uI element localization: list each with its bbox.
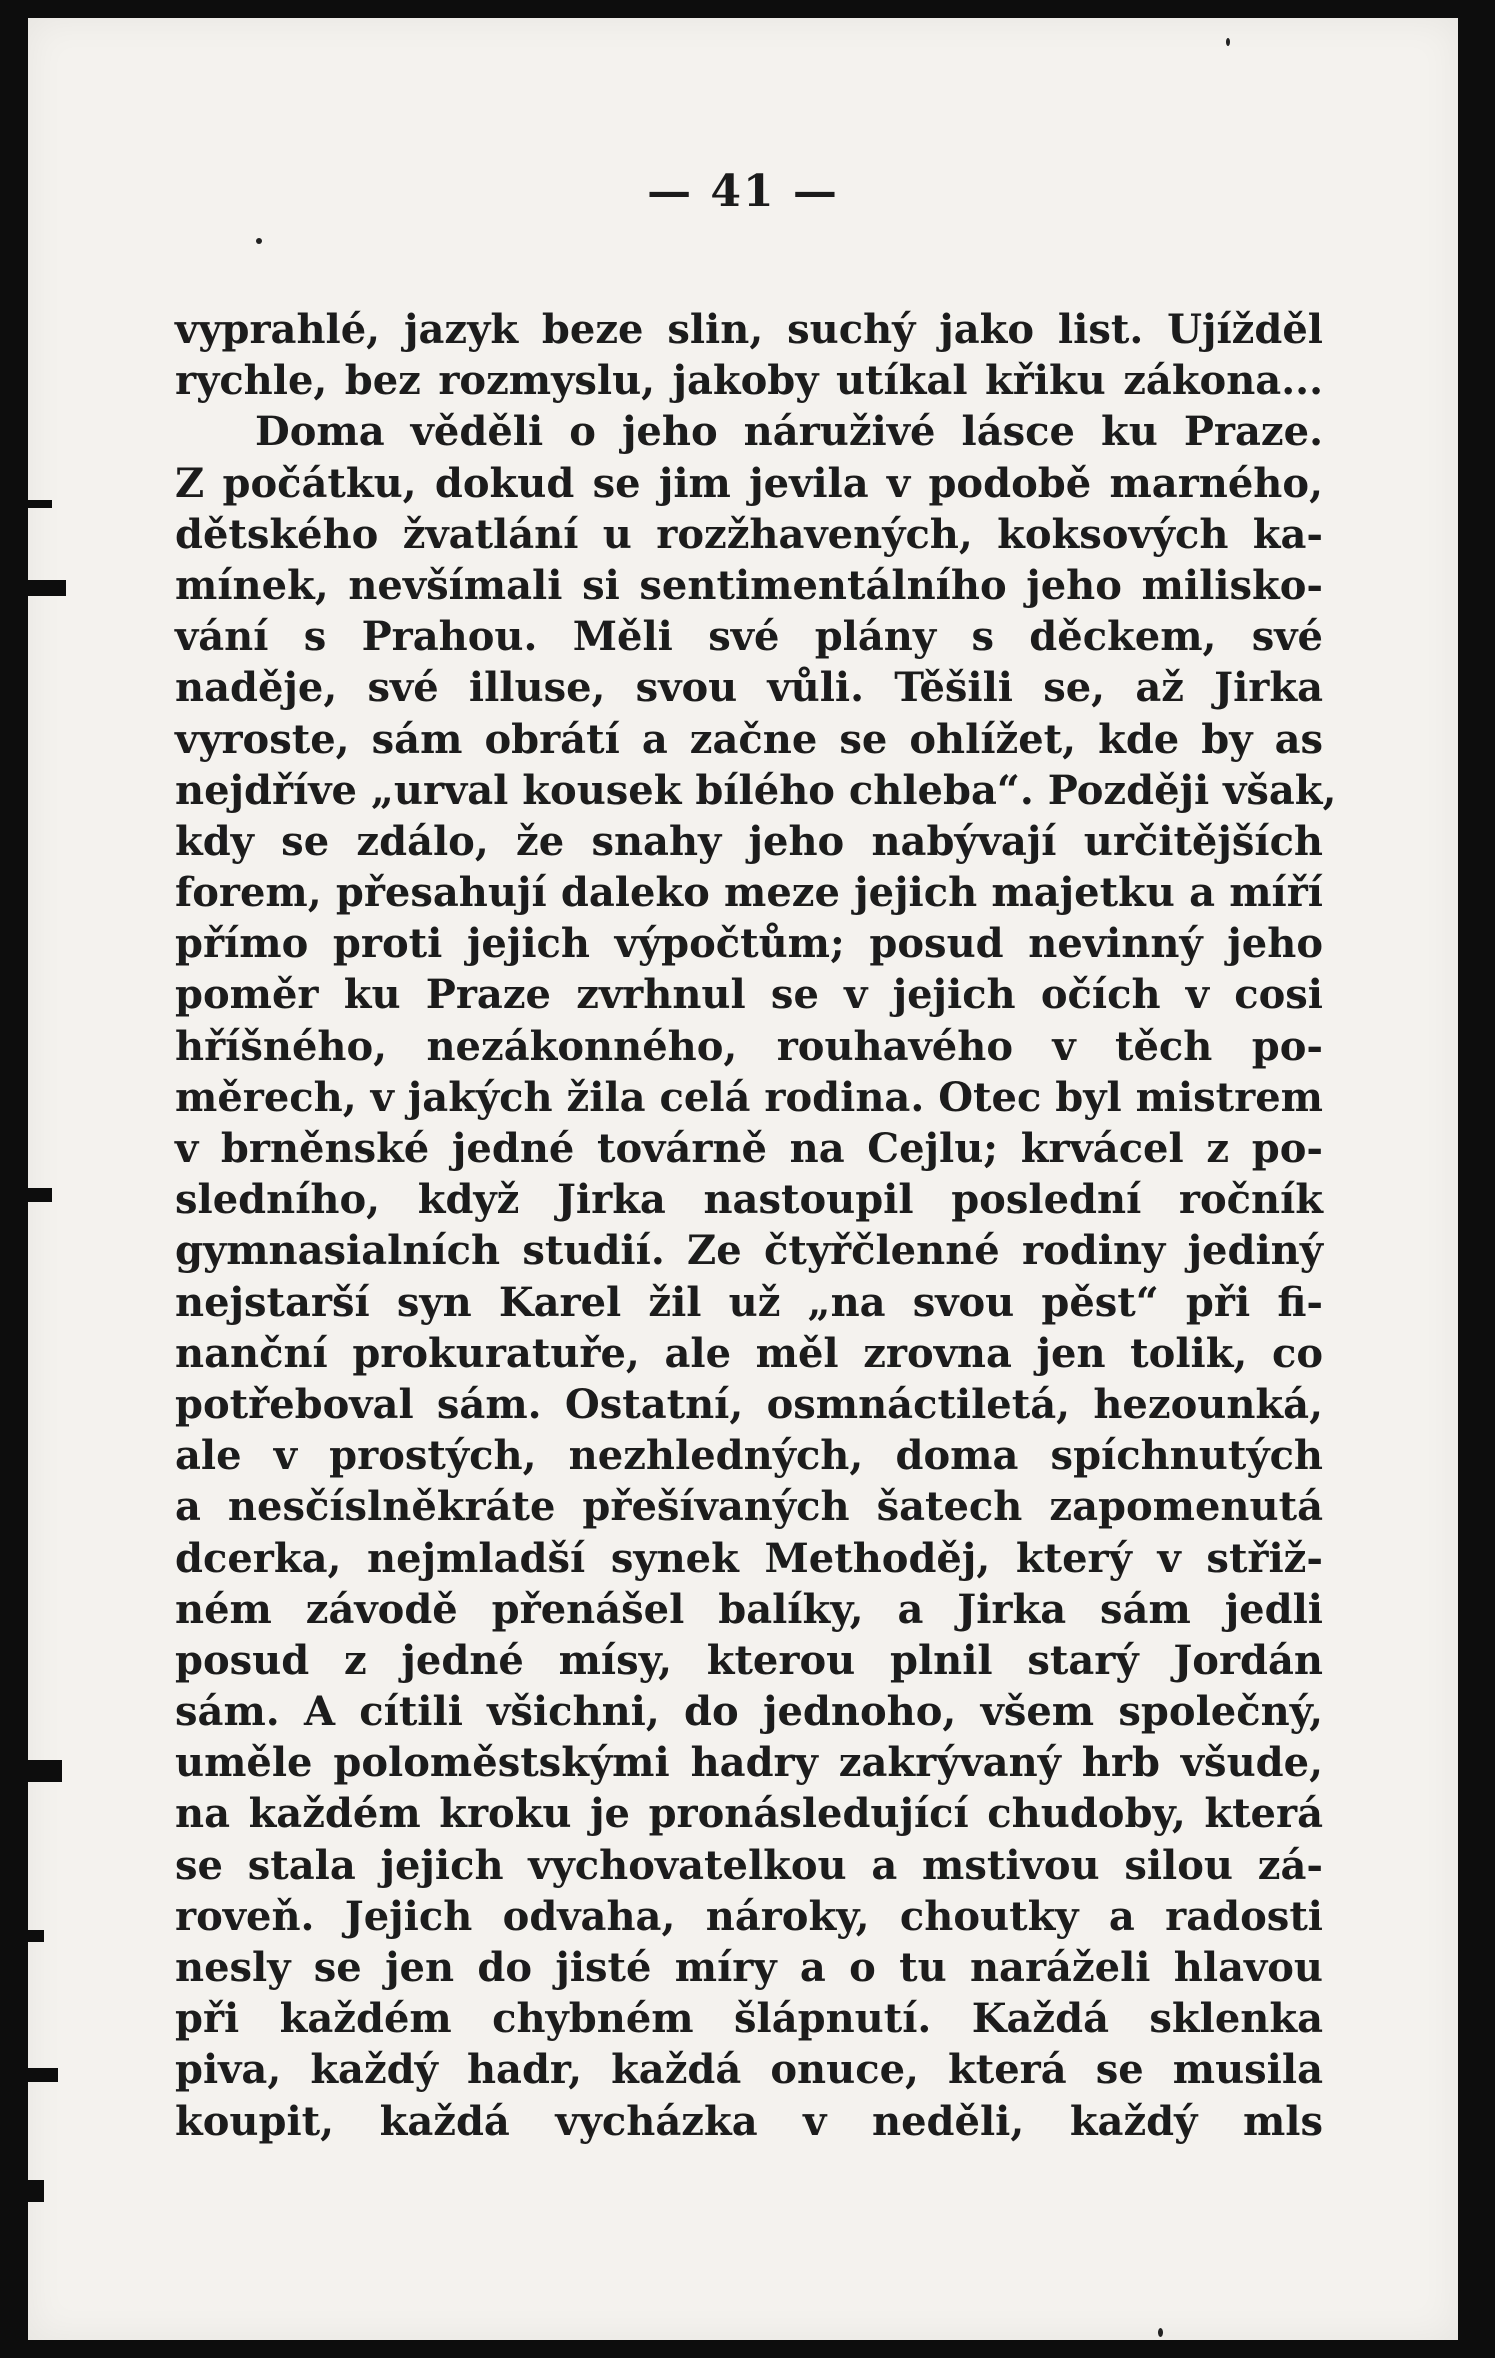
scan-speck [1158, 2328, 1163, 2337]
text-line: ale v prostých, nezhledných, doma spíchnutých [175, 1432, 1323, 1480]
text-line: roveň. Jejich odvaha, nároky, choutky a radosti [175, 1892, 1323, 1940]
text-line: koupit, každá vycházka v neděli, každý mls [175, 2097, 1323, 2145]
text-line: vyroste, sám obrátí a začne se ohlížet, kde by as [175, 715, 1323, 763]
binding-edge-mark [10, 1930, 44, 1942]
text-line: rychle, bez rozmyslu, jakoby utíkal křiku zákona... [175, 357, 1323, 405]
text-line: nejdříve „urval kousek bílého chleba“. Později však, [175, 766, 1337, 814]
binding-edge-mark [14, 2180, 44, 2202]
page-number: — 41 — [647, 166, 839, 217]
text-line: měrech, v jakých žila celá rodina. Otec byl mistrem [175, 1073, 1323, 1121]
scan-speck [256, 238, 262, 244]
text-line: dcerka, nejmladší synek Methoděj, který v střiž- [175, 1534, 1323, 1582]
text-line: dětského žvatlání u rozžhavených, koksových ka- [175, 510, 1323, 558]
text-line: při každém chybném šlápnutí. Každá sklenka [175, 1995, 1323, 2043]
text-line: naděje, své illuse, svou vůli. Těšili se, až Jirka [175, 664, 1323, 712]
text-line: mínek, nevšímali si sentimentálního jeho milisko- [175, 561, 1323, 609]
text-line: kdy se zdálo, že snahy jeho nabývají určitějších [175, 817, 1323, 865]
text-line: vání s Prahou. Měli své plány s děckem, své [175, 613, 1323, 661]
text-line: nanční prokuratuře, ale měl zrovna jen tolik, co [175, 1329, 1323, 1377]
text-line: sám. A cítili všichni, do jednoho, všem společný, [175, 1688, 1323, 1736]
text-line: sledního, když Jirka nastoupil poslední ročník [175, 1176, 1323, 1224]
binding-edge-mark [0, 2068, 58, 2082]
text-line: nejstarší syn Karel žil už „na svou pěst“ při fi- [175, 1278, 1323, 1326]
text-line: posud z jedné mísy, kterou plnil starý Jordán [175, 1636, 1323, 1684]
binding-edge-mark [18, 500, 52, 508]
text-line: hříšného, nezákonného, rouhavého v těch po- [175, 1022, 1323, 1070]
text-line: gymnasialních studií. Ze čtyřčlenné rodiny jediný [175, 1227, 1323, 1275]
binding-edge-mark [0, 1760, 62, 1782]
text-line: v brněnské jedné továrně na Cejlu; krvácel z po- [175, 1125, 1323, 1172]
text-line: Doma věděli o jeho náruživé lásce ku Praze. [255, 408, 1323, 456]
text-line: na každém kroku je pronásledující chudoby, která [175, 1790, 1323, 1838]
text-line: poměr ku Praze zvrhnul se v jejich očích v cosi [175, 971, 1323, 1019]
scan-speck [1226, 38, 1230, 46]
text-line: a nesčíslněkráte přešívaných šatech zapomenutá [175, 1483, 1323, 1531]
text-line: forem, přesahují daleko meze jejich majetku a míří [175, 869, 1323, 917]
body-text [175, 304, 1337, 2147]
text-line: piva, každý hadr, každá onuce, která se musila [175, 2046, 1323, 2094]
text-line: nesly se jen do jisté míry a o tu naráželi hlavou [175, 1944, 1323, 1991]
binding-edge-mark [8, 1188, 52, 1202]
text-line: ném závodě přenášel balíky, a Jirka sám jedli [175, 1585, 1323, 1633]
binding-edge-mark [0, 580, 66, 596]
book-page [28, 18, 1458, 2340]
text-line: přímo proti jejich výpočtům; posud nevinný jeho [175, 920, 1323, 968]
text-line: uměle poloměstskými hadry zakrývaný hrb všude, [175, 1739, 1323, 1787]
text-line: se stala jejich vychovatelkou a mstivou silou zá- [175, 1841, 1323, 1889]
text-line: potřeboval sám. Ostatní, osmnáctiletá, hezounká, [175, 1380, 1323, 1428]
text-line: Z počátku, dokud se jim jevila v podobě marného, [175, 459, 1323, 507]
text-line: vyprahlé, jazyk beze slin, suchý jako list. Ujížděl [175, 306, 1323, 353]
